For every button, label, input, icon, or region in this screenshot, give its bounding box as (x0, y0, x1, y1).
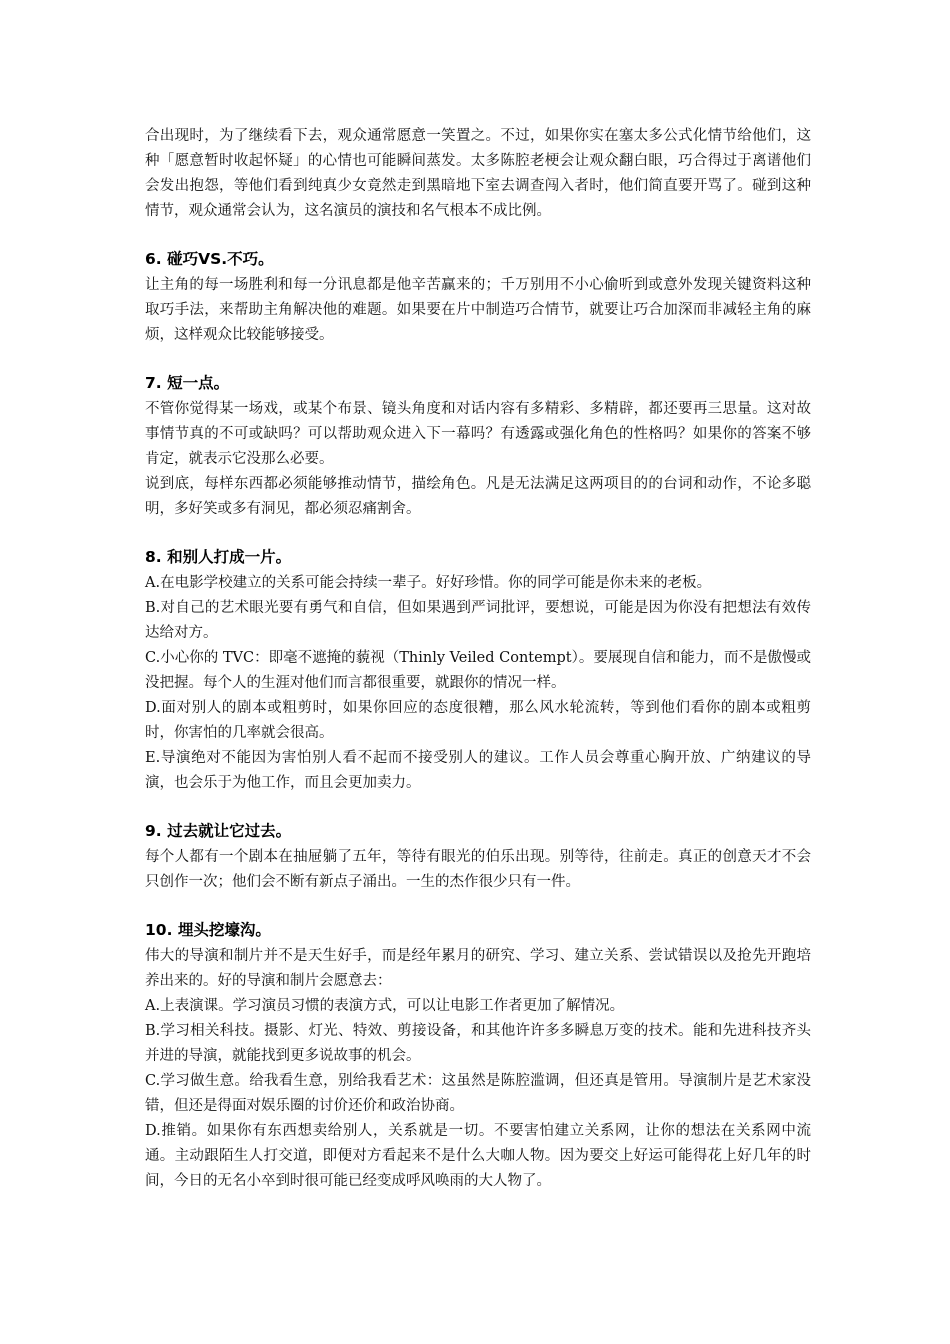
section-paragraph: 说到底，每样东西都必须能够推动情节，描绘角色。凡是无法满足这两项目的的台词和动作，不论多聪明，多好笑或多有洞见，都必须忍痛割舍。 (145, 476, 811, 517)
section-heading: 6. 碰巧VS.不巧。 (145, 250, 274, 268)
list-item: C.学习做生意。给我看生意，别给我看艺术：这虽然是陈腔滥调，但还真是管用。导演制片是艺术家没错，但还是得面对娱乐圈的讨价还价和政治协商。 (145, 1073, 811, 1114)
section-10 (145, 917, 811, 1194)
section-heading: 7. 短一点。 (145, 374, 230, 392)
list-item: A.上表演课。学习演员习惯的表演方式，可以让电影工作者更加了解情况。 (145, 998, 625, 1014)
section-heading: 9. 过去就让它过去。 (145, 822, 292, 840)
section-paragraph: 每个人都有一个剧本在抽屉躺了五年，等待有眼光的伯乐出现。别等待，往前走。真正的创意天才不会只创作一次；他们会不断有新点子涌出。一生的杰作很少只有一件。 (145, 849, 811, 890)
list-item: D.推销。如果你有东西想卖给别人，关系就是一切。不要害怕建立关系网，让你的想法在关系网中流通。主动跟陌生人打交道，即便对方看起来不是什么大咖人物。因为要交上好运可能得花上好几年的时间，今日的无名小卒到时很可能已经变成呼风唤雨的大人物了。 (145, 1123, 811, 1189)
document-page (145, 124, 811, 1194)
section-paragraph: 伟大的导演和制片并不是天生好手，而是经年累月的研究、学习、建立关系、尝试错误以及抢先开跑培养出来的。好的导演和制片会愿意去： (145, 948, 811, 989)
section-heading: 8. 和别人打成一片。 (145, 548, 292, 566)
section-6 (145, 246, 811, 348)
section-paragraph: 让主角的每一场胜利和每一分讯息都是他辛苦赢来的；千万别用不小心偷听到或意外发现关键资料这种取巧手法，来帮助主角解决他的难题。如果要在片中制造巧合情节，就要让巧合加深而非减轻主角的麻烦，这样观众比较能够接受。 (145, 277, 811, 343)
section-8 (145, 544, 811, 796)
section-9 (145, 818, 811, 895)
list-item: C.小心你的 TVC：即毫不遮掩的藐视（Thinly Veiled Contempt）。要展现自信和能力，而不是傲慢或没把握。每个人的生涯对他们而言都很重要，就跟你的情况一样。 (145, 650, 811, 691)
list-item: B.对自己的艺术眼光要有勇气和自信，但如果遇到严词批评，要想说，可能是因为你没有把想法有效传达给对方。 (145, 600, 811, 641)
list-item: E.导演绝对不能因为害怕别人看不起而不接受别人的建议。工作人员会尊重心胸开放、广纳建议的导演，也会乐于为他工作，而且会更加卖力。 (145, 750, 811, 791)
intro-paragraph: 合出现时，为了继续看下去，观众通常愿意一笑置之。不过，如果你实在塞太多公式化情节给他们，这种「愿意暂时收起怀疑」的心情也可能瞬间蒸发。太多陈腔老梗会让观众翻白眼，巧合得过于离谱他们会发出抱怨，等他们看到纯真少女竟然走到黑暗地下室去调查闯入者时，他们简直要开骂了。碰到这种情节，观众通常会认为，这名演员的演技和名气根本不成比例。 (145, 128, 811, 219)
section-paragraph: 不管你觉得某一场戏，或某个布景、镜头角度和对话内容有多精彩、多精辟，都还要再三思量。这对故事情节真的不可或缺吗？可以帮助观众进入下一幕吗？有透露或强化角色的性格吗？如果你的答案不够肯定，就表示它没那么必要。 (145, 401, 811, 467)
section-7 (145, 370, 811, 522)
list-item: A.在电影学校建立的关系可能会持续一辈子。好好珍惜。你的同学可能是你未来的老板。 (145, 575, 712, 591)
section-heading: 10. 埋头挖壕沟。 (145, 921, 271, 939)
list-item: B.学习相关科技。摄影、灯光、特效、剪接设备，和其他许许多多瞬息万变的技术。能和先进科技齐头并进的导演，就能找到更多说故事的机会。 (145, 1023, 811, 1064)
list-item: D.面对别人的剧本或粗剪时，如果你回应的态度很糟，那么风水轮流转，等到他们看你的剧本或粗剪时，你害怕的几率就会很高。 (145, 700, 811, 741)
